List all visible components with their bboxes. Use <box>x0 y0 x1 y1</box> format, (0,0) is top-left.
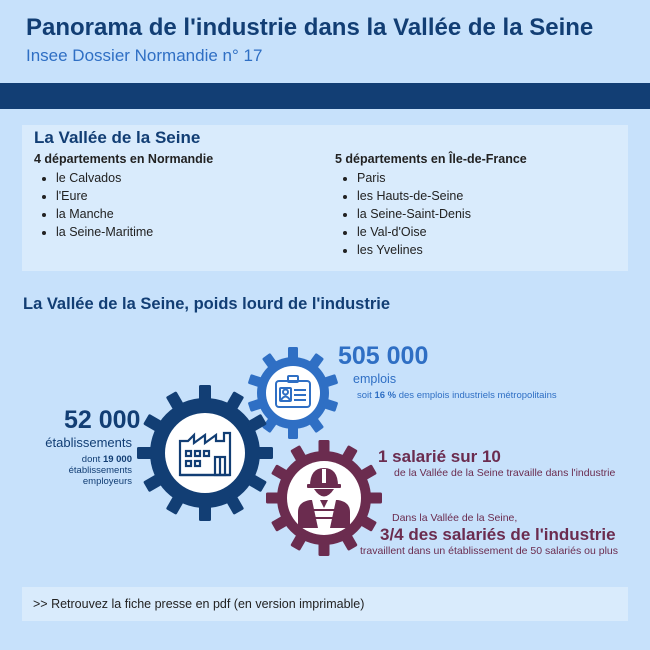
emplois-detail-bold: 16 % <box>374 390 397 401</box>
list-item: • Paris <box>357 169 527 187</box>
list-item: • la Seine-Saint-Denis <box>357 205 527 223</box>
etablissements-detail-line1: dont 19 000 <box>81 454 132 465</box>
list-item: • la Manche <box>56 205 213 223</box>
normandie-heading: 4 départements en Normandie <box>34 152 214 166</box>
trois-quarts-value: 3/4 des salariés de l'industrie <box>380 525 616 544</box>
emplois-detail <box>357 390 557 401</box>
header <box>0 0 650 82</box>
section-title: La Vallée de la Seine, poids lourd de l'industrie <box>23 295 391 313</box>
gear-etablissements <box>135 383 275 523</box>
list-item: • la Seine-Maritime <box>56 223 213 241</box>
pdf-link[interactable]: >> Retrouvez la fiche presse en pdf (en version imprimable) <box>33 597 365 611</box>
salarie-detail: de la Vallée de la Seine travaille dans l'industrie <box>394 467 616 479</box>
etablissements-detail <box>69 454 132 487</box>
salarie-value: 1 salarié sur 10 <box>378 447 501 466</box>
idf-column <box>335 152 527 259</box>
footer-box <box>22 587 628 621</box>
header-bar <box>0 83 650 109</box>
etablissements-value: 52 000 <box>64 406 141 434</box>
region-box-title: La Vallée de la Seine <box>34 128 201 147</box>
page-subtitle: Insee Dossier Normandie n° 17 <box>26 46 263 65</box>
trois-quarts-intro: Dans la Vallée de la Seine, <box>392 512 518 524</box>
gear-shape <box>266 440 382 556</box>
normandie-list <box>34 169 213 241</box>
normandie-column <box>34 152 213 241</box>
etablissements-detail-line3: employeurs <box>82 476 132 487</box>
etablissements-detail-line2: établissements <box>68 465 132 476</box>
idf-list <box>335 169 527 259</box>
list-item: • le Val-d'Oise <box>357 223 527 241</box>
list-item: • les Hauts-de-Seine <box>357 187 527 205</box>
list-item: • le Calvados <box>56 169 213 187</box>
trois-quarts-detail: travaillent dans un établissement de 50 salariés ou plus <box>360 545 618 557</box>
gear-salaries <box>263 437 385 559</box>
list-item: • l'Eure <box>56 187 213 205</box>
etablissements-label: établissements <box>45 435 132 450</box>
page-title: Panorama de l'industrie dans la Vallée de la Seine <box>26 14 594 41</box>
emplois-detail-post: des emplois industriels métropolitains <box>396 390 557 401</box>
emplois-label: emplois <box>353 372 397 386</box>
list-item: • les Yvelines <box>357 241 527 259</box>
emplois-value: 505 000 <box>338 342 429 370</box>
idf-heading: 5 départements en Île-de-France <box>335 152 527 166</box>
emplois-detail-pre: soit <box>357 390 375 401</box>
region-box <box>22 125 628 271</box>
